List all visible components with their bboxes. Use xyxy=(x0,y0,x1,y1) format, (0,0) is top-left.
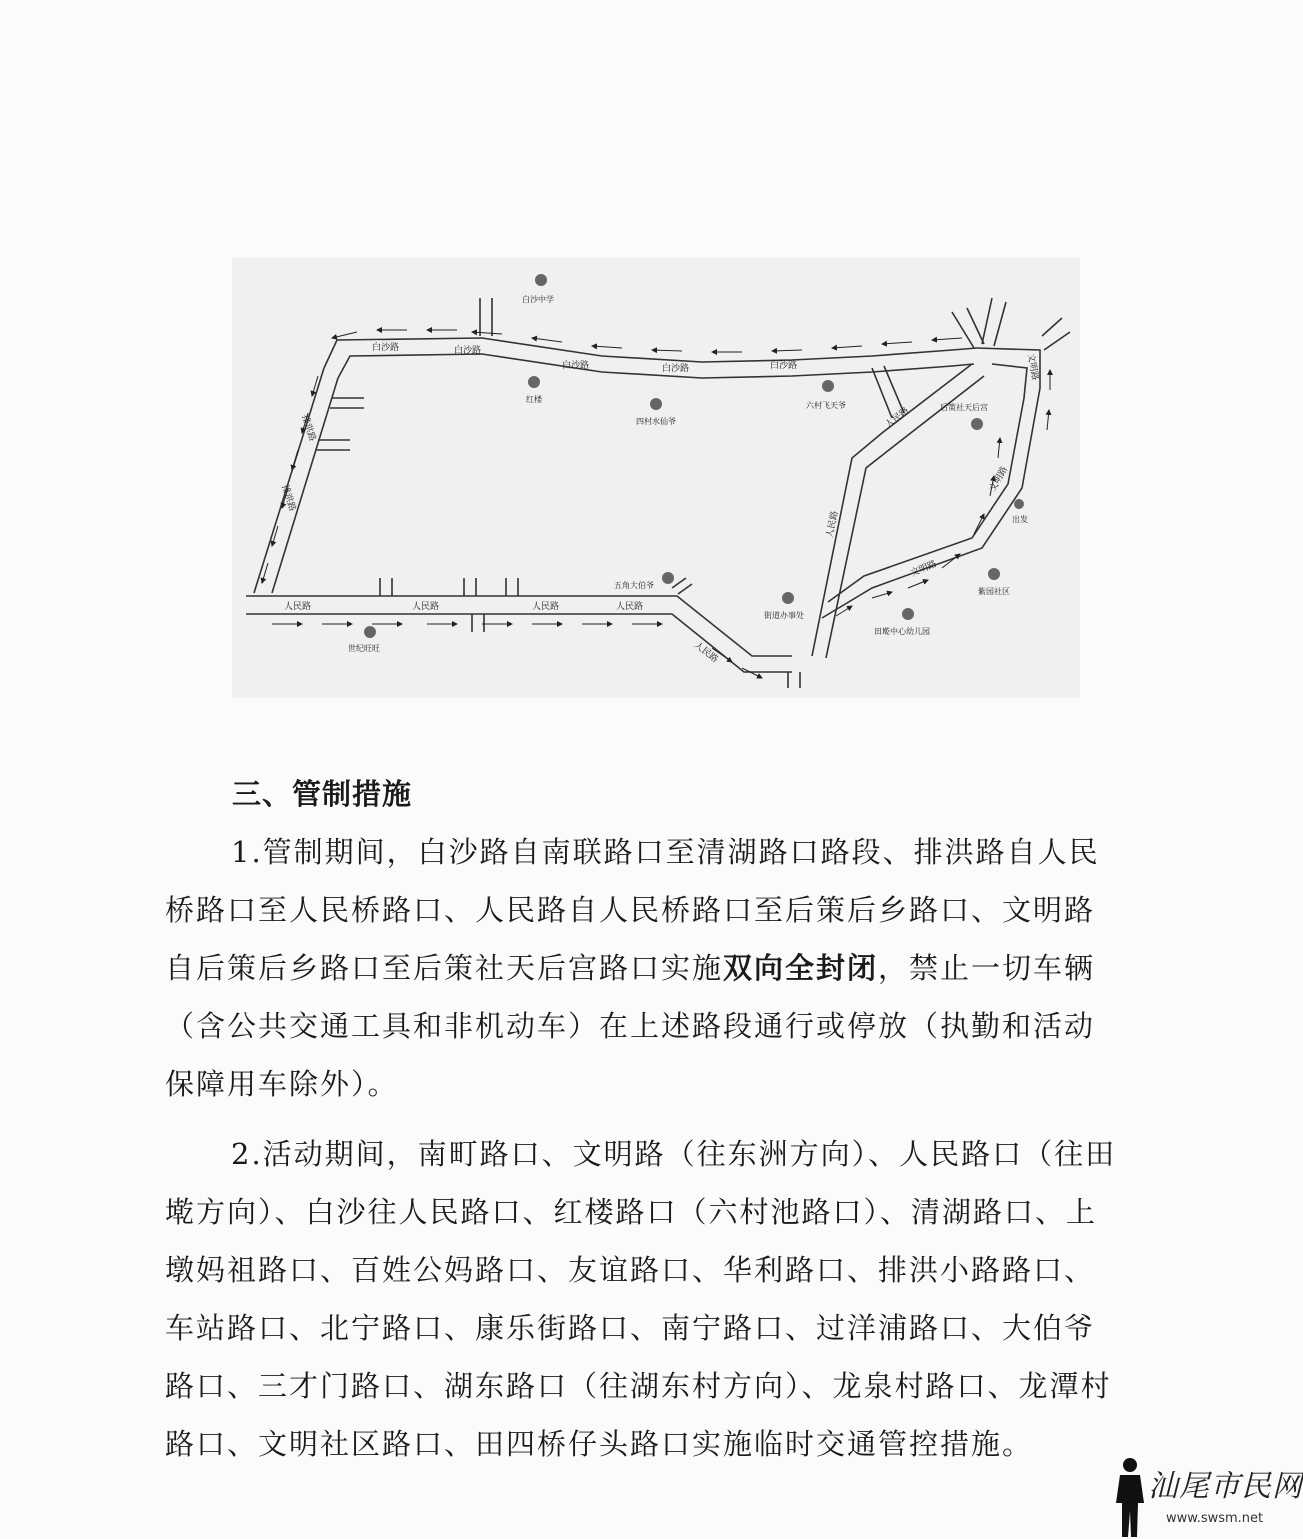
poi-label: 后策社天后宫 xyxy=(940,403,988,412)
paragraph-1-text-cont: ，禁止一切车辆（含公共交通工具和非机动车）在上述路段通行或停放（执勤和活动保障用车除外）。 xyxy=(165,951,1096,1101)
poi-markers xyxy=(364,274,1024,638)
road-label: 人民路 xyxy=(825,510,841,539)
poi-label: 田墘中心幼儿园 xyxy=(874,627,930,636)
road-label: 人民路 xyxy=(883,405,912,431)
route-map xyxy=(232,258,1080,698)
poi-label: 五角大伯爷 xyxy=(614,581,654,590)
road-label: 白沙路 xyxy=(562,361,590,371)
watermark-text: 汕尾市民网 xyxy=(1148,1469,1303,1504)
route-map-drawing xyxy=(232,258,1080,698)
person-silhouette-icon xyxy=(1112,1455,1152,1539)
poi-label: 白沙中学 xyxy=(522,295,554,304)
paragraph-2: 2.活动期间，南町路口、文明路（往东洲方向）、人民路口（往田墘方向）、白沙往人民路口、红楼路口（六村池路口）、清湖路口、上墩妈祖路口、百姓公妈路口、友谊路口、华利路口、排洪小路路口、车站路口、北宁路口、康乐街路口、南宁路口、过洋浦路口、大伯爷路口、三才门路口、湖东路口（往湖东村方向）、龙泉村路口、龙潭村路口、文明社区路口、田四桥仔头路口实施临时交通管控措施。 xyxy=(165,1137,1117,1461)
section-heading: 三、管制措施 xyxy=(232,777,413,811)
road-label: 白沙路 xyxy=(454,346,482,356)
road-label: 文明路 xyxy=(1025,352,1040,382)
road-label: 白沙路 xyxy=(372,343,400,353)
road-label: 人民路 xyxy=(284,602,312,612)
poi-label: 四村水仙爷 xyxy=(636,417,676,426)
road-label: 文明路 xyxy=(909,559,939,579)
road-label: 白沙路 xyxy=(770,361,798,371)
site-watermark xyxy=(1112,1455,1303,1539)
paragraph-1-text: 1.管制期间，白沙路自南联路口至清湖路口路段、排洪路自人民桥路口至人民桥路口、人民路自人民桥路口至后策后乡路口、文明路自后策后乡路口至后策社天后宫路口实施 xyxy=(165,835,1100,985)
poi-label: 紫园社区 xyxy=(978,587,1010,596)
route-arrows xyxy=(262,330,1050,678)
road-label: 人民路 xyxy=(616,602,644,612)
poi-label: 街道办事处 xyxy=(764,611,804,620)
poi-label: 红楼 xyxy=(526,395,542,404)
poi-label: 出发 xyxy=(1012,515,1028,524)
road-label: 文明路 xyxy=(987,465,1011,494)
poi-label: 世纪旺旺 xyxy=(348,644,380,653)
paragraph-1-emphasis: 双向全封闭 xyxy=(723,951,879,985)
road-label: 人民路 xyxy=(532,602,560,612)
road-label: 排洪路 xyxy=(299,413,318,443)
watermark-url: www.swsm.net xyxy=(1166,1511,1264,1526)
road-labels xyxy=(279,341,1041,665)
poi-label: 六村飞天爷 xyxy=(806,401,846,410)
road-label: 人民路 xyxy=(692,640,720,665)
road-label: 排洪路 xyxy=(279,483,298,513)
paragraph-1 xyxy=(165,823,1125,1113)
road-label: 白沙路 xyxy=(662,364,690,374)
poi-labels xyxy=(348,294,1028,653)
road-label: 人民路 xyxy=(412,602,440,612)
